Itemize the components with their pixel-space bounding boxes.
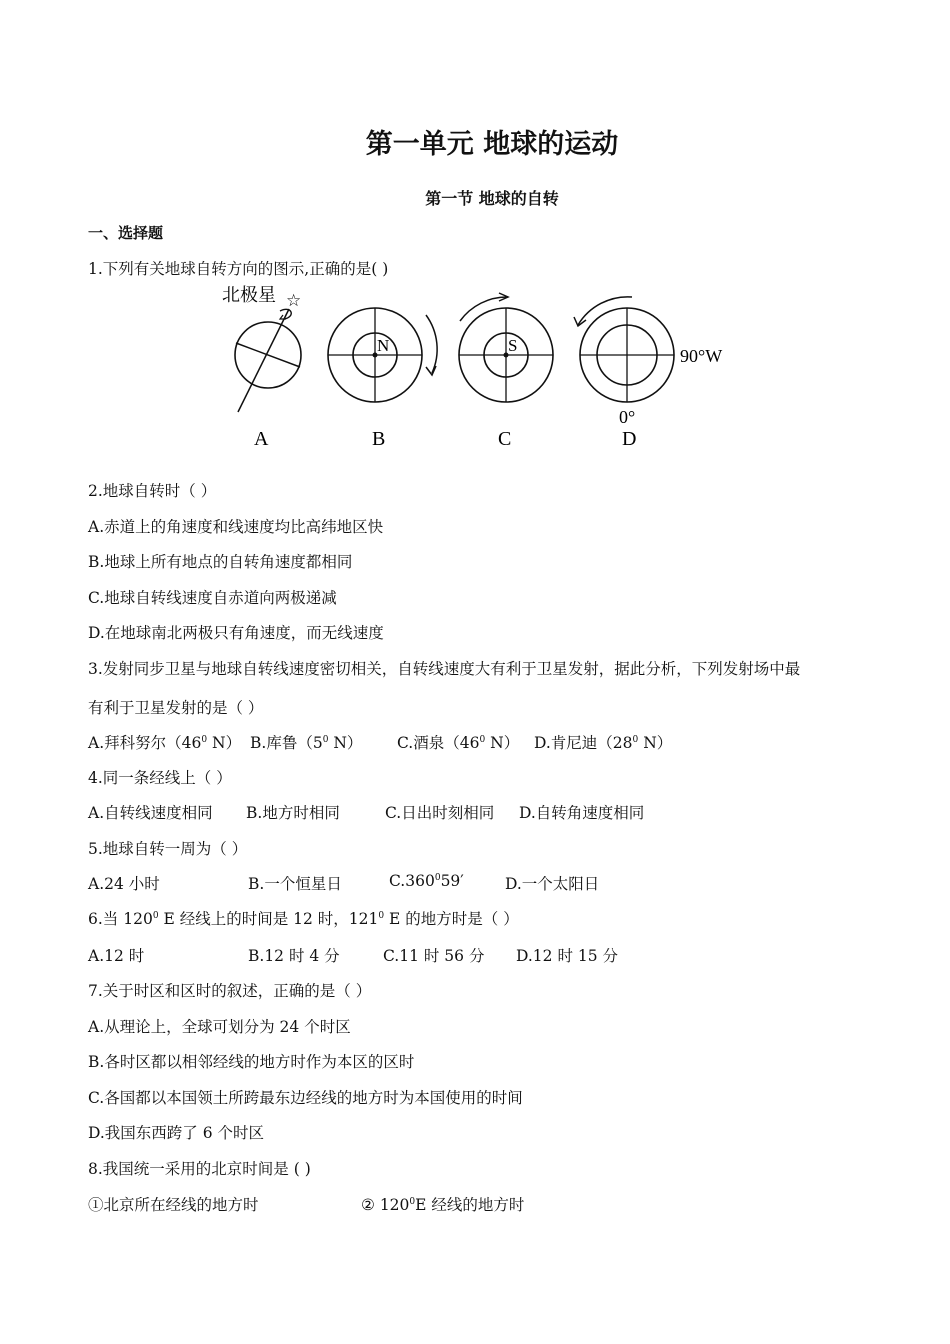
equator-a [236, 343, 300, 367]
q7-option-c: C.各国都以本国领土所跨最东边经线的地方时为本国使用的时间 [88, 1089, 523, 1107]
star-icon: ☆ [286, 291, 302, 310]
q4-option-d: D.自转角速度相同 [519, 804, 645, 822]
q5-option-a: A.24 小时 [88, 875, 160, 893]
q3-stem-line1: 3.发射同步卫星与地球自转线速度密切相关，自转线速度大有利于卫星发射，据此分析，下列发射场中最 [88, 660, 801, 678]
south-pole-label: S [508, 336, 518, 355]
q7-option-b: B.各时区都以相邻经线的地方时作为本区的区时 [88, 1053, 415, 1071]
figure-a [222, 285, 301, 412]
figure-c [459, 293, 553, 402]
north-pole-label: N [377, 336, 390, 355]
q3-option-d: D.肯尼迪（$28^0$ N） [534, 734, 673, 752]
polaris-label: 北极星 [222, 285, 276, 305]
longitude-0-label: 0° [619, 407, 636, 427]
q7-option-a: A.从理论上，全球可划分为 24 个时区 [88, 1018, 351, 1036]
q2-option-a: A.赤道上的角速度和线速度均比高纬地区快 [88, 518, 384, 536]
rotation-arrow-b [426, 315, 437, 373]
q3-option-a: A.拜科努尔（$46^0$ N） [88, 734, 242, 752]
figure-b [328, 308, 437, 402]
q6-option-c: C.11 时 56 分 [383, 947, 485, 965]
rotation-direction-figure [220, 285, 740, 455]
q4-option-b: B.地方时相同 [246, 804, 340, 822]
q3-option-c: C.酒泉（$46^0$ N） [397, 734, 520, 752]
q2-option-c: C.地球自转线速度自赤道向两极递减 [88, 589, 337, 607]
figure-letter-b: B [372, 428, 386, 450]
figure-letter-d: D [622, 428, 637, 450]
q8-stem: 8.我国统一采用的北京时间是 ( ) [88, 1160, 311, 1178]
figure-d [574, 297, 722, 427]
page-title: 第一单元 地球的运动 [365, 129, 619, 160]
q3-option-b: B.库鲁（$5^0$ N） [250, 734, 363, 752]
figure-letter-a: A [254, 428, 269, 450]
q2-option-b: B.地球上所有地点的自转角速度都相同 [88, 553, 353, 571]
q2-option-d: D.在地球南北两极只有角速度，而无线速度 [88, 624, 384, 642]
q7-option-d: D.我国东西跨了 6 个时区 [88, 1124, 265, 1142]
q6-option-b: B.12 时 4 分 [248, 947, 340, 965]
q6-option-a: A.12 时 [88, 947, 145, 965]
q8-option-1: ①北京所在经线的地方时 [88, 1196, 259, 1214]
q5-stem: 5.地球自转一周为（ ） [88, 840, 248, 858]
q7-stem: 7.关于时区和区时的叙述，正确的是（ ） [88, 982, 372, 1000]
figure-letter-c: C [498, 428, 512, 450]
q5-option-c: C.360$^0$59′ [389, 872, 464, 890]
longitude-90w-label: 90°W [680, 346, 723, 366]
q4-option-c: C.日出时刻相同 [385, 804, 495, 822]
q6-stem: 6.当 $120^0$ E 经线上的时间是 12 时，$121^0$ E 的地方时是（ ） [88, 910, 519, 928]
q5-option-d: D.一个太阳日 [505, 875, 600, 893]
q1-stem: 1.下列有关地球自转方向的图示,正确的是( ) [88, 260, 389, 278]
q5-option-b: B.一个恒星日 [248, 875, 342, 893]
section-subtitle: 第一节 地球的自转 [425, 189, 559, 208]
question-type-heading: 一、选择题 [88, 224, 164, 242]
q8-option-2: ② $120^0E$ 经线的地方时 [361, 1196, 525, 1214]
q3-stem-line2: 有利于卫星发射的是（ ） [88, 699, 264, 717]
q4-option-a: A.自转线速度相同 [88, 804, 213, 822]
q6-option-d: D.12 时 15 分 [516, 947, 619, 965]
q4-stem: 4.同一条经线上（ ） [88, 769, 232, 787]
q2-stem: 2.地球自转时（ ） [88, 482, 217, 500]
